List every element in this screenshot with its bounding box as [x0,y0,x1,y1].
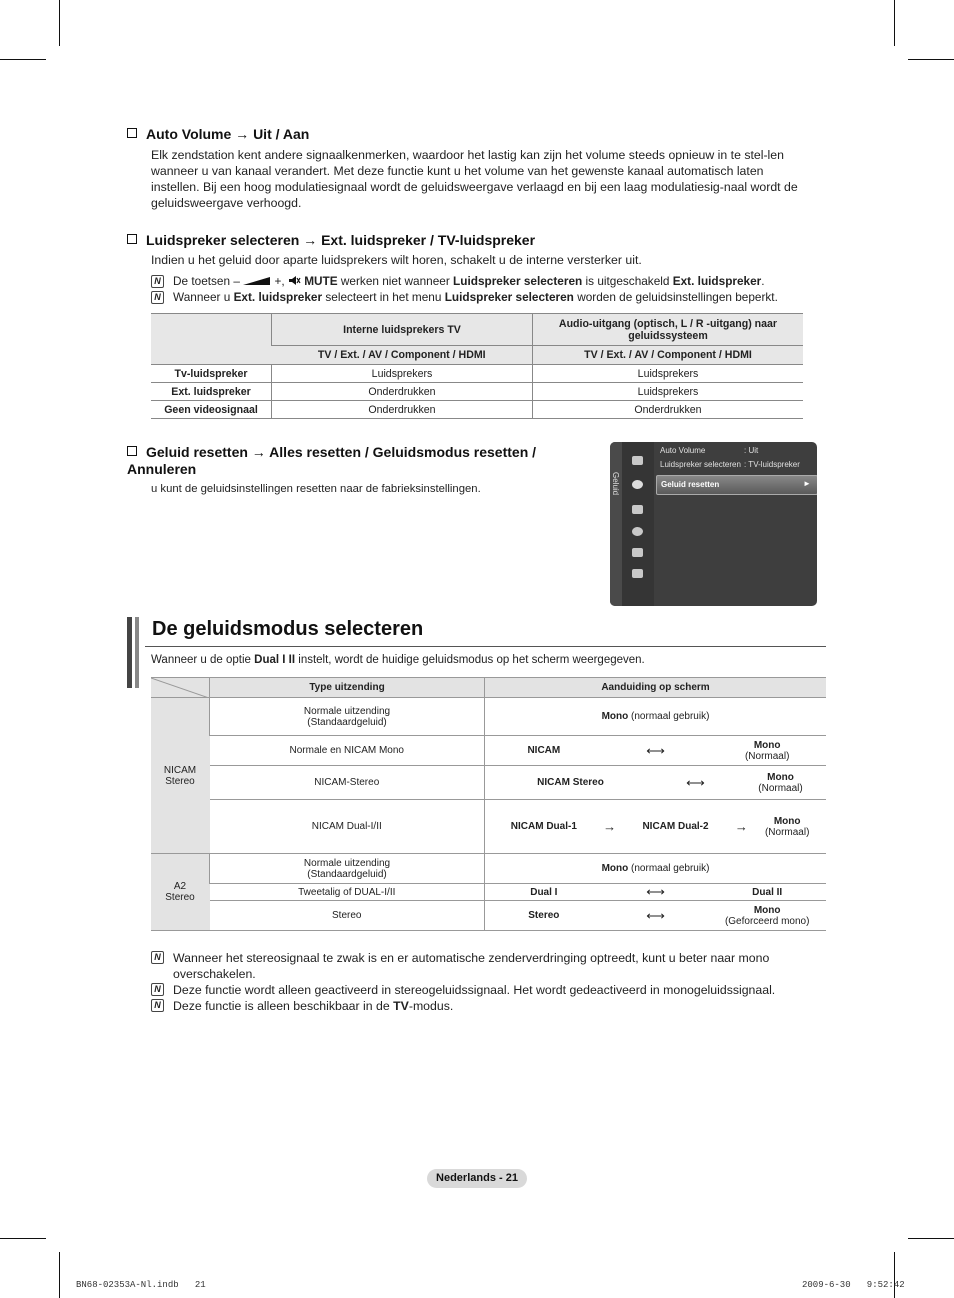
square-bullet-icon [127,128,137,138]
table-row: A2 Stereo Normale uitzending (Standaardgeluid) Mono (normaal gebruik) [151,854,826,884]
menu-item-auto-volume[interactable]: Auto Volume [660,446,706,455]
table-row: NICAM Dual-I/II NICAM Dual-1 → NICAM Dual-2 → Mono (Normaal) [151,800,826,854]
menu-selected-label: Geluid resetten [661,480,720,489]
bottom-note-1: N Wanneer het stereosignaal te zwak is en er automatische zenderverdringing optreedt, kunt u beter naar mono overschakelen. [151,950,811,982]
main-intro: Wanneer u de optie Dual I II instelt, wordt de huidige geluidsmodus op het scherm weergegeven. [151,654,645,666]
table-row: Tweetalig of DUAL-I/II Dual I ⟷ Dual II [151,884,826,901]
table-corner [151,678,210,698]
note-icon: N [151,951,164,964]
table-row: Ext. luidspreker Onderdrukken Luidsprekers [151,383,803,401]
note-icon: N [151,275,164,288]
table-header: Aanduiding op scherm [485,678,827,698]
mute-icon [288,275,301,286]
menu-icon-column [622,442,654,606]
menu-item-auto-volume-value: : Uit [744,446,759,455]
double-arrow-icon: ⟷ [646,907,665,923]
speaker-select-heading: Luidspreker selecteren → Ext. luidspreker / TV-luidspreker [127,232,535,248]
note-icon: N [151,291,164,304]
bottom-note-3: N Deze functie is alleen beschikbaar in de TV-modus. [151,998,453,1014]
table-row: Geen videosignaal Onderdrukken Onderdrukken [151,401,803,419]
crop-mark [0,59,46,60]
crop-mark [59,1252,60,1298]
reset-heading: Geluid resetten → Alles resetten / Geluidsmodus resetten / Annuleren [127,444,537,477]
tv-menu-screenshot [610,442,817,606]
table-row: Tv-luidspreker Luidsprekers Luidsprekers [151,365,803,383]
menu-item-sound-reset[interactable] [656,475,817,495]
double-arrow-icon: ⟷ [646,884,665,899]
auto-volume-body: Elk zendstation kent andere signaalkenmerken, waardoor het lastig kan zijn het volume steeds opnieuw in te stel-len wanneer u van kanaal verandert. Met deze functie kunt u het volume van het gewenste kanaal automatisch laten instellen. Bij een hoog modulatiesignaal wordt de geluidsweergave verlaagd en bij een laag modulatiesig-naal wordt de geluidsweergave verhoogd. [151,148,798,210]
bottom-note-2: N Deze functie wordt alleen geactiveerd in stereogeluidssignaal. Het wordt gedeactiveerd in monogeluidssignaal. [151,982,821,998]
picture-icon [632,456,643,465]
auto-volume-heading: Auto Volume → Uit / Aan [127,126,309,142]
table-header: Audio-uitgang (optisch, L / R -uitgang) naar geluidssysteem [533,314,804,346]
application-icon [632,569,643,578]
sound-mode-table [151,677,826,931]
setup-icon [632,527,643,536]
group-label: NICAM Stereo [151,698,210,854]
sound-icon [632,480,643,489]
menu-side-rail [610,442,622,606]
table-subheader: TV / Ext. / AV / Component / HDMI [272,346,533,365]
table-row: NICAM Stereo Normale uitzending (Standaardgeluid) Mono (normaal gebruik) [151,698,826,736]
double-arrow-icon: ⟷ [646,742,665,758]
table-header: Interne luidsprekers TV [272,314,533,346]
title-rule [145,646,826,647]
channel-icon [632,505,643,514]
table-row: Stereo Stereo ⟷ Mono (Geforceerd mono) [151,901,826,931]
square-bullet-icon [127,446,137,456]
menu-item-speaker-select[interactable]: Luidspreker selecteren [660,460,741,469]
table-row: Normale en NICAM Mono NICAM ⟷ Mono (Normaal) [151,736,826,766]
title-accent-bar [135,617,139,688]
chevron-right-icon: ► [803,479,811,488]
title-accent-bar [127,617,132,688]
double-arrow-icon: ⟷ [686,774,705,790]
page-title: De geluidsmodus selecteren [152,618,424,640]
group-label: A2 Stereo [151,854,210,931]
crop-mark [0,1238,46,1239]
speaker-table [151,313,803,419]
note-icon: N [151,999,164,1012]
table-subheader: TV / Ext. / AV / Component / HDMI [533,346,804,365]
volume-bar-icon [243,276,271,286]
table-row: NICAM-Stereo NICAM Stereo ⟷ Mono (Normaal) [151,766,826,800]
menu-side-label: Geluid [611,472,620,496]
crop-mark [894,1252,895,1298]
crop-mark [894,0,895,46]
crop-mark [908,1238,954,1239]
note-icon: N [151,983,164,996]
arrow-right-icon: → [734,819,748,834]
page-number: Nederlands - 21 [427,1169,527,1188]
square-bullet-icon [127,234,137,244]
speaker-note-1: N De toetsen – +, MUTE werken niet wanneer Luidspreker selecteren is uitgeschakeld Ext. luidspreker. [151,274,765,289]
speaker-note-2: N Wanneer u Ext. luidspreker selecteert in het menu Luidspreker selecteren worden de geluidsinstellingen beperkt. [151,290,778,305]
print-date-info: 2009-6-30 9:52:42 [802,1280,905,1290]
table-corner [151,314,272,365]
reset-body: u kunt de geluidsinstellingen resetten naar de fabrieksinstellingen. [151,483,481,495]
crop-mark [908,59,954,60]
table-header: Type uitzending [210,678,485,698]
speaker-select-body: Indien u het geluid door aparte luidsprekers wilt horen, schakelt u de interne versterker uit. [151,253,642,267]
print-file-info: BN68-02353A-Nl.indb 21 [76,1280,206,1290]
arrow-right-icon: → [603,819,617,834]
diagonal-line [151,678,209,698]
input-icon [632,548,643,557]
crop-mark [59,0,60,46]
menu-item-speaker-select-value: : TV-luidspreker [744,460,800,469]
